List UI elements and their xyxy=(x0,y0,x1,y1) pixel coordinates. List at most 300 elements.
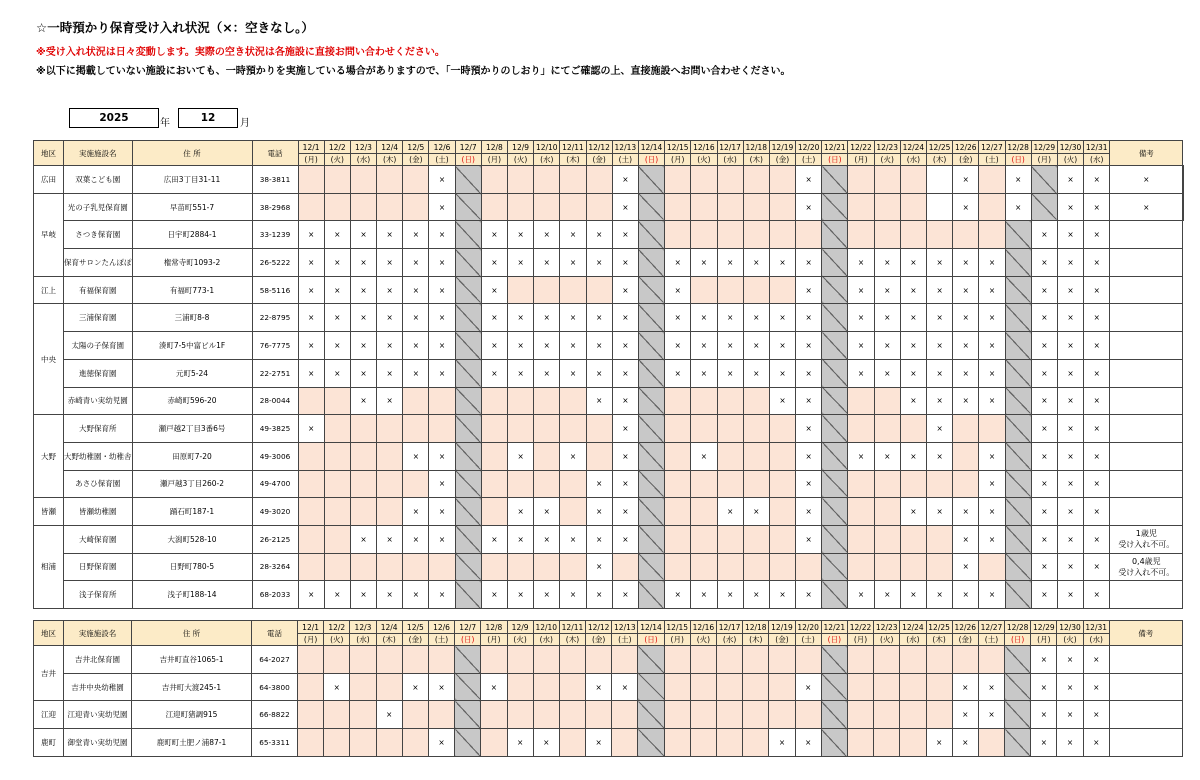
closed-sunday-cell xyxy=(1005,701,1031,729)
availability-cell xyxy=(534,415,560,443)
full-mark: × xyxy=(874,249,900,277)
date-header: 12/26 xyxy=(953,141,979,154)
availability-cell xyxy=(429,387,455,415)
date-header: 12/10 xyxy=(534,141,560,154)
full-mark: × xyxy=(691,359,717,387)
full-mark: × xyxy=(586,553,612,581)
weekday-header: (月) xyxy=(481,634,507,646)
closed-sunday-cell xyxy=(455,498,481,526)
date-header: 12/20 xyxy=(796,141,822,154)
availability-cell xyxy=(534,276,560,304)
full-mark: × xyxy=(1084,470,1110,498)
closed-sunday-cell xyxy=(1005,553,1031,581)
full-mark: × xyxy=(743,332,769,360)
facility-address: 元町5-24 xyxy=(132,359,252,387)
full-mark: × xyxy=(350,525,376,553)
date-header: 12/6 xyxy=(428,621,454,634)
full-mark: × xyxy=(1084,276,1110,304)
availability-cell xyxy=(795,701,821,729)
weekday-header: (日) xyxy=(638,634,664,646)
availability-cell xyxy=(769,525,795,553)
full-mark: × xyxy=(508,498,534,526)
date-header: 12/2 xyxy=(324,141,350,154)
closed-sunday-cell xyxy=(455,701,481,729)
full-mark: × xyxy=(481,304,507,332)
weekday-header: (月) xyxy=(298,634,324,646)
availability-cell xyxy=(691,387,717,415)
facility-name: 双葉こども園 xyxy=(64,166,133,194)
full-mark: × xyxy=(979,276,1005,304)
availability-cell xyxy=(717,442,743,470)
facility-phone: 76-7775 xyxy=(252,332,298,360)
closed-sunday-cell xyxy=(455,332,481,360)
facility-phone: 64-2027 xyxy=(252,646,298,674)
date-header: 12/16 xyxy=(690,621,716,634)
full-mark: × xyxy=(298,332,324,360)
availability-cell xyxy=(376,673,402,701)
weekday-header: (日) xyxy=(1005,154,1031,166)
availability-cell xyxy=(743,701,769,729)
availability-cell xyxy=(743,193,769,221)
availability-cell xyxy=(402,646,428,674)
district-cell: 鹿町 xyxy=(34,729,64,757)
full-mark: × xyxy=(796,304,822,332)
availability-cell xyxy=(927,470,953,498)
full-mark: × xyxy=(612,276,638,304)
weekday-header: (日) xyxy=(455,634,481,646)
availability-cell xyxy=(324,166,350,194)
full-mark: × xyxy=(953,332,979,360)
closed-sunday-cell xyxy=(1005,304,1031,332)
full-mark: × xyxy=(900,498,926,526)
availability-cell xyxy=(848,387,874,415)
availability-cell xyxy=(743,470,769,498)
availability-cell xyxy=(298,701,324,729)
closed-sunday-cell xyxy=(455,304,481,332)
weekday-header: (月) xyxy=(665,154,691,166)
date-header: 12/10 xyxy=(533,621,559,634)
full-mark: × xyxy=(403,581,429,609)
facility-name: 大野幼稚園・幼稚舎 xyxy=(64,442,133,470)
availability-cell xyxy=(717,701,743,729)
remarks-cell xyxy=(1110,304,1183,332)
full-mark: × xyxy=(1057,581,1083,609)
full-mark: × xyxy=(1031,498,1057,526)
facility-address: 鹿町町土肥ノ浦87-1 xyxy=(132,729,252,757)
availability-cell xyxy=(690,729,716,757)
availability-cell xyxy=(926,673,952,701)
full-mark: × xyxy=(560,332,586,360)
weekday-header: (土) xyxy=(429,154,455,166)
facility-phone: 49-3825 xyxy=(252,415,298,443)
table-row xyxy=(34,442,1184,470)
full-mark: × xyxy=(1057,442,1083,470)
weekday-header: (火) xyxy=(691,154,717,166)
facility-phone: 68-2033 xyxy=(252,581,298,609)
full-mark: × xyxy=(1031,332,1057,360)
availability-cell xyxy=(612,729,638,757)
weekday-header: (月) xyxy=(298,154,324,166)
availability-cell xyxy=(350,673,376,701)
date-header: 12/30 xyxy=(1057,141,1083,154)
closed-sunday-cell xyxy=(1005,221,1031,249)
full-mark: × xyxy=(429,276,455,304)
availability-cell xyxy=(586,415,612,443)
weekday-header: (火) xyxy=(874,154,900,166)
full-mark: × xyxy=(769,581,795,609)
full-mark: × xyxy=(481,276,507,304)
facility-address: 赤崎町596-20 xyxy=(132,387,252,415)
availability-cell xyxy=(848,498,874,526)
facility-name: 吉井北保育園 xyxy=(64,646,132,674)
date-header: 12/5 xyxy=(402,621,428,634)
full-mark: × xyxy=(796,415,822,443)
table-row xyxy=(34,729,1183,757)
facility-phone: 28-0044 xyxy=(252,387,298,415)
full-mark: × xyxy=(1031,729,1057,757)
availability-cell xyxy=(953,415,979,443)
availability-cell xyxy=(481,498,507,526)
date-header: 12/3 xyxy=(350,141,376,154)
full-mark: × xyxy=(508,221,534,249)
date-header: 12/29 xyxy=(1031,621,1057,634)
full-mark: × xyxy=(508,581,534,609)
full-mark: × xyxy=(717,359,743,387)
availability-cell xyxy=(665,525,691,553)
availability-cell xyxy=(402,729,428,757)
table-row xyxy=(34,581,1184,609)
availability-cell xyxy=(874,673,900,701)
full-mark: × xyxy=(1031,646,1057,674)
full-mark: × xyxy=(534,249,560,277)
district-cell: 早岐 xyxy=(34,193,64,276)
full-mark: × xyxy=(612,332,638,360)
closed-sunday-cell xyxy=(822,276,848,304)
date-header: 12/31 xyxy=(1083,621,1109,634)
closed-sunday-cell xyxy=(638,387,664,415)
availability-cell xyxy=(769,553,795,581)
closed-sunday-cell xyxy=(455,415,481,443)
availability-cell xyxy=(559,673,585,701)
full-mark: × xyxy=(429,470,455,498)
weekday-header: (土) xyxy=(979,154,1005,166)
full-mark: × xyxy=(1084,415,1110,443)
date-header: 12/25 xyxy=(926,621,952,634)
facility-phone: 49-4700 xyxy=(252,470,298,498)
availability-cell xyxy=(376,646,402,674)
closed-sunday-cell xyxy=(638,415,664,443)
full-mark: × xyxy=(796,332,822,360)
weekday-header: (日) xyxy=(638,154,664,166)
district-cell: 相浦 xyxy=(34,525,64,608)
weekday-header: (土) xyxy=(795,634,821,646)
table-row xyxy=(34,553,1184,581)
availability-cell xyxy=(847,646,873,674)
full-mark: × xyxy=(481,332,507,360)
facility-phone: 49-3020 xyxy=(252,498,298,526)
full-mark: × xyxy=(1031,276,1057,304)
availability-cell xyxy=(324,525,350,553)
full-mark: × xyxy=(1057,415,1083,443)
table-row xyxy=(34,193,1184,221)
weekday-header: (火) xyxy=(1057,634,1083,646)
availability-cell xyxy=(717,276,743,304)
table-row xyxy=(34,470,1184,498)
full-mark: × xyxy=(953,249,979,277)
closed-sunday-cell xyxy=(638,470,664,498)
full-mark: × xyxy=(612,387,638,415)
full-mark: × xyxy=(1084,359,1110,387)
weekday-header: (金) xyxy=(586,634,612,646)
availability-cell xyxy=(559,729,585,757)
closed-sunday-cell xyxy=(455,276,481,304)
full-mark: × xyxy=(298,304,324,332)
weekday-header: (水) xyxy=(717,154,743,166)
full-mark: × xyxy=(429,332,455,360)
closed-sunday-cell xyxy=(638,276,664,304)
availability-cell xyxy=(298,193,324,221)
availability-cell xyxy=(507,646,533,674)
availability-cell xyxy=(717,553,743,581)
full-mark: × xyxy=(403,525,429,553)
availability-cell xyxy=(979,193,1005,221)
full-mark: × xyxy=(560,304,586,332)
closed-sunday-cell xyxy=(638,701,664,729)
availability-cell xyxy=(690,646,716,674)
weekday-header: (金) xyxy=(586,154,612,166)
availability-cell xyxy=(952,646,978,674)
availability-cell xyxy=(690,673,716,701)
full-mark: × xyxy=(927,498,953,526)
facility-address: 踊石町187-1 xyxy=(132,498,252,526)
closed-sunday-cell xyxy=(1005,415,1031,443)
availability-cell xyxy=(665,442,691,470)
full-mark: × xyxy=(900,442,926,470)
district-cell: 中央 xyxy=(34,304,64,415)
full-mark: × xyxy=(508,442,534,470)
remarks-cell: 1歳児 受け入れ不可。 xyxy=(1110,525,1183,553)
closed-sunday-cell xyxy=(822,387,848,415)
full-mark: × xyxy=(481,249,507,277)
full-mark: × xyxy=(508,359,534,387)
date-header: 12/25 xyxy=(927,141,953,154)
date-header: 12/18 xyxy=(743,621,769,634)
full-mark: × xyxy=(586,673,612,701)
availability-cell xyxy=(978,729,1004,757)
availability-cell xyxy=(743,415,769,443)
availability-cell xyxy=(429,415,455,443)
closed-sunday-cell xyxy=(1005,581,1031,609)
weekday-header: (水) xyxy=(900,634,926,646)
date-header: 12/4 xyxy=(376,621,402,634)
availability-cell xyxy=(665,387,691,415)
facility-name: 大崎保育園 xyxy=(64,525,133,553)
availability-cell xyxy=(324,387,350,415)
availability-cell xyxy=(298,387,324,415)
full-mark: × xyxy=(324,276,350,304)
availability-cell xyxy=(743,166,769,194)
date-header: 12/28 xyxy=(1005,621,1031,634)
closed-sunday-cell xyxy=(1031,193,1057,221)
full-mark: × xyxy=(377,387,403,415)
full-mark: × xyxy=(324,673,350,701)
full-mark: × xyxy=(1005,193,1031,221)
availability-cell xyxy=(508,387,534,415)
availability-cell xyxy=(769,498,795,526)
full-mark: × xyxy=(534,332,560,360)
full-mark: × xyxy=(796,581,822,609)
date-header: 12/7 xyxy=(455,621,481,634)
remarks-cell xyxy=(1110,387,1183,415)
availability-cell xyxy=(743,221,769,249)
full-mark: × xyxy=(1031,581,1057,609)
full-mark: × xyxy=(796,359,822,387)
full-mark: × xyxy=(848,304,874,332)
full-mark: × xyxy=(533,729,559,757)
facility-name: 三浦保育園 xyxy=(64,304,133,332)
availability-cell xyxy=(664,729,690,757)
full-mark: × xyxy=(428,729,454,757)
availability-cell xyxy=(900,673,926,701)
full-mark: × xyxy=(979,304,1005,332)
availability-cell xyxy=(665,221,691,249)
full-mark: × xyxy=(507,729,533,757)
remarks-cell xyxy=(1109,646,1182,674)
full-mark: × xyxy=(403,249,429,277)
full-mark: × xyxy=(586,729,612,757)
weekday-header: (月) xyxy=(848,154,874,166)
availability-cell xyxy=(874,553,900,581)
availability-cell xyxy=(847,729,873,757)
full-mark: × xyxy=(953,387,979,415)
availability-cell xyxy=(403,470,429,498)
availability-cell xyxy=(769,276,795,304)
availability-cell xyxy=(403,387,429,415)
availability-cell xyxy=(926,646,952,674)
remarks-cell xyxy=(1110,581,1183,609)
availability-cell xyxy=(848,415,874,443)
availability-cell xyxy=(481,646,507,674)
full-mark: × xyxy=(665,332,691,360)
availability-cell xyxy=(664,646,690,674)
full-mark: × xyxy=(586,387,612,415)
availability-cell xyxy=(953,442,979,470)
full-mark: × xyxy=(900,332,926,360)
closed-sunday-cell xyxy=(822,332,848,360)
availability-cell xyxy=(559,701,585,729)
availability-cell xyxy=(848,553,874,581)
availability-cell xyxy=(926,701,952,729)
closed-sunday-cell xyxy=(1005,646,1031,674)
availability-cell xyxy=(350,193,376,221)
closed-sunday-cell xyxy=(1005,673,1031,701)
availability-cell xyxy=(848,166,874,194)
availability-cell xyxy=(534,442,560,470)
full-mark: × xyxy=(350,276,376,304)
full-mark: × xyxy=(691,581,717,609)
availability-table-main xyxy=(33,140,1184,609)
full-mark: × xyxy=(978,701,1004,729)
weekday-header: (月) xyxy=(481,154,507,166)
date-header: 12/27 xyxy=(979,141,1005,154)
availability-cell xyxy=(717,729,743,757)
full-mark: × xyxy=(717,332,743,360)
full-mark: × xyxy=(586,221,612,249)
availability-cell xyxy=(874,166,900,194)
full-mark: × xyxy=(927,581,953,609)
full-mark: × xyxy=(298,359,324,387)
availability-cell xyxy=(769,442,795,470)
full-mark: × xyxy=(429,359,455,387)
date-header: 12/28 xyxy=(1005,141,1031,154)
availability-cell xyxy=(324,442,350,470)
district-cell: 大野 xyxy=(34,415,64,498)
availability-cell xyxy=(979,553,1005,581)
availability-cell xyxy=(717,673,743,701)
full-mark: × xyxy=(1084,498,1110,526)
availability-cell xyxy=(874,646,900,674)
weekday-header: (水) xyxy=(350,634,376,646)
availability-cell xyxy=(743,646,769,674)
full-mark: × xyxy=(612,304,638,332)
availability-cell xyxy=(508,553,534,581)
closed-sunday-cell xyxy=(822,415,848,443)
full-mark: × xyxy=(350,304,376,332)
availability-cell xyxy=(979,166,1005,194)
closed-sunday-cell xyxy=(455,673,481,701)
district-cell: 吉井 xyxy=(34,646,64,701)
availability-cell xyxy=(717,166,743,194)
full-mark: × xyxy=(691,442,717,470)
availability-cell xyxy=(769,673,795,701)
full-mark: × xyxy=(979,498,1005,526)
availability-cell xyxy=(429,553,455,581)
district-header: 地区 xyxy=(34,141,64,166)
availability-cell xyxy=(350,498,376,526)
closed-sunday-cell xyxy=(638,249,664,277)
facility-phone: 26-2125 xyxy=(252,525,298,553)
facility-phone: 58-5116 xyxy=(252,276,298,304)
weekday-header: (水) xyxy=(900,154,926,166)
full-mark: × xyxy=(769,304,795,332)
availability-cell xyxy=(586,276,612,304)
closed-sunday-cell xyxy=(455,525,481,553)
full-mark: × xyxy=(665,249,691,277)
availability-cell xyxy=(665,193,691,221)
full-mark: × xyxy=(848,276,874,304)
full-mark: × xyxy=(927,415,953,443)
date-header: 12/11 xyxy=(560,141,586,154)
closed-sunday-cell xyxy=(1005,470,1031,498)
date-header: 12/18 xyxy=(743,141,769,154)
weekday-header: (木) xyxy=(377,154,403,166)
availability-cell xyxy=(377,553,403,581)
availability-cell xyxy=(560,553,586,581)
facility-phone: 49-3006 xyxy=(252,442,298,470)
full-mark: × xyxy=(927,442,953,470)
availability-cell xyxy=(769,470,795,498)
availability-cell xyxy=(298,646,324,674)
availability-cell xyxy=(324,415,350,443)
availability-cell xyxy=(874,729,900,757)
full-mark: × xyxy=(403,221,429,249)
date-header: 12/15 xyxy=(664,621,690,634)
full-mark: × xyxy=(298,581,324,609)
date-header: 12/27 xyxy=(978,621,1004,634)
full-mark: × xyxy=(979,249,1005,277)
full-mark: × xyxy=(324,359,350,387)
availability-cell xyxy=(481,415,507,443)
